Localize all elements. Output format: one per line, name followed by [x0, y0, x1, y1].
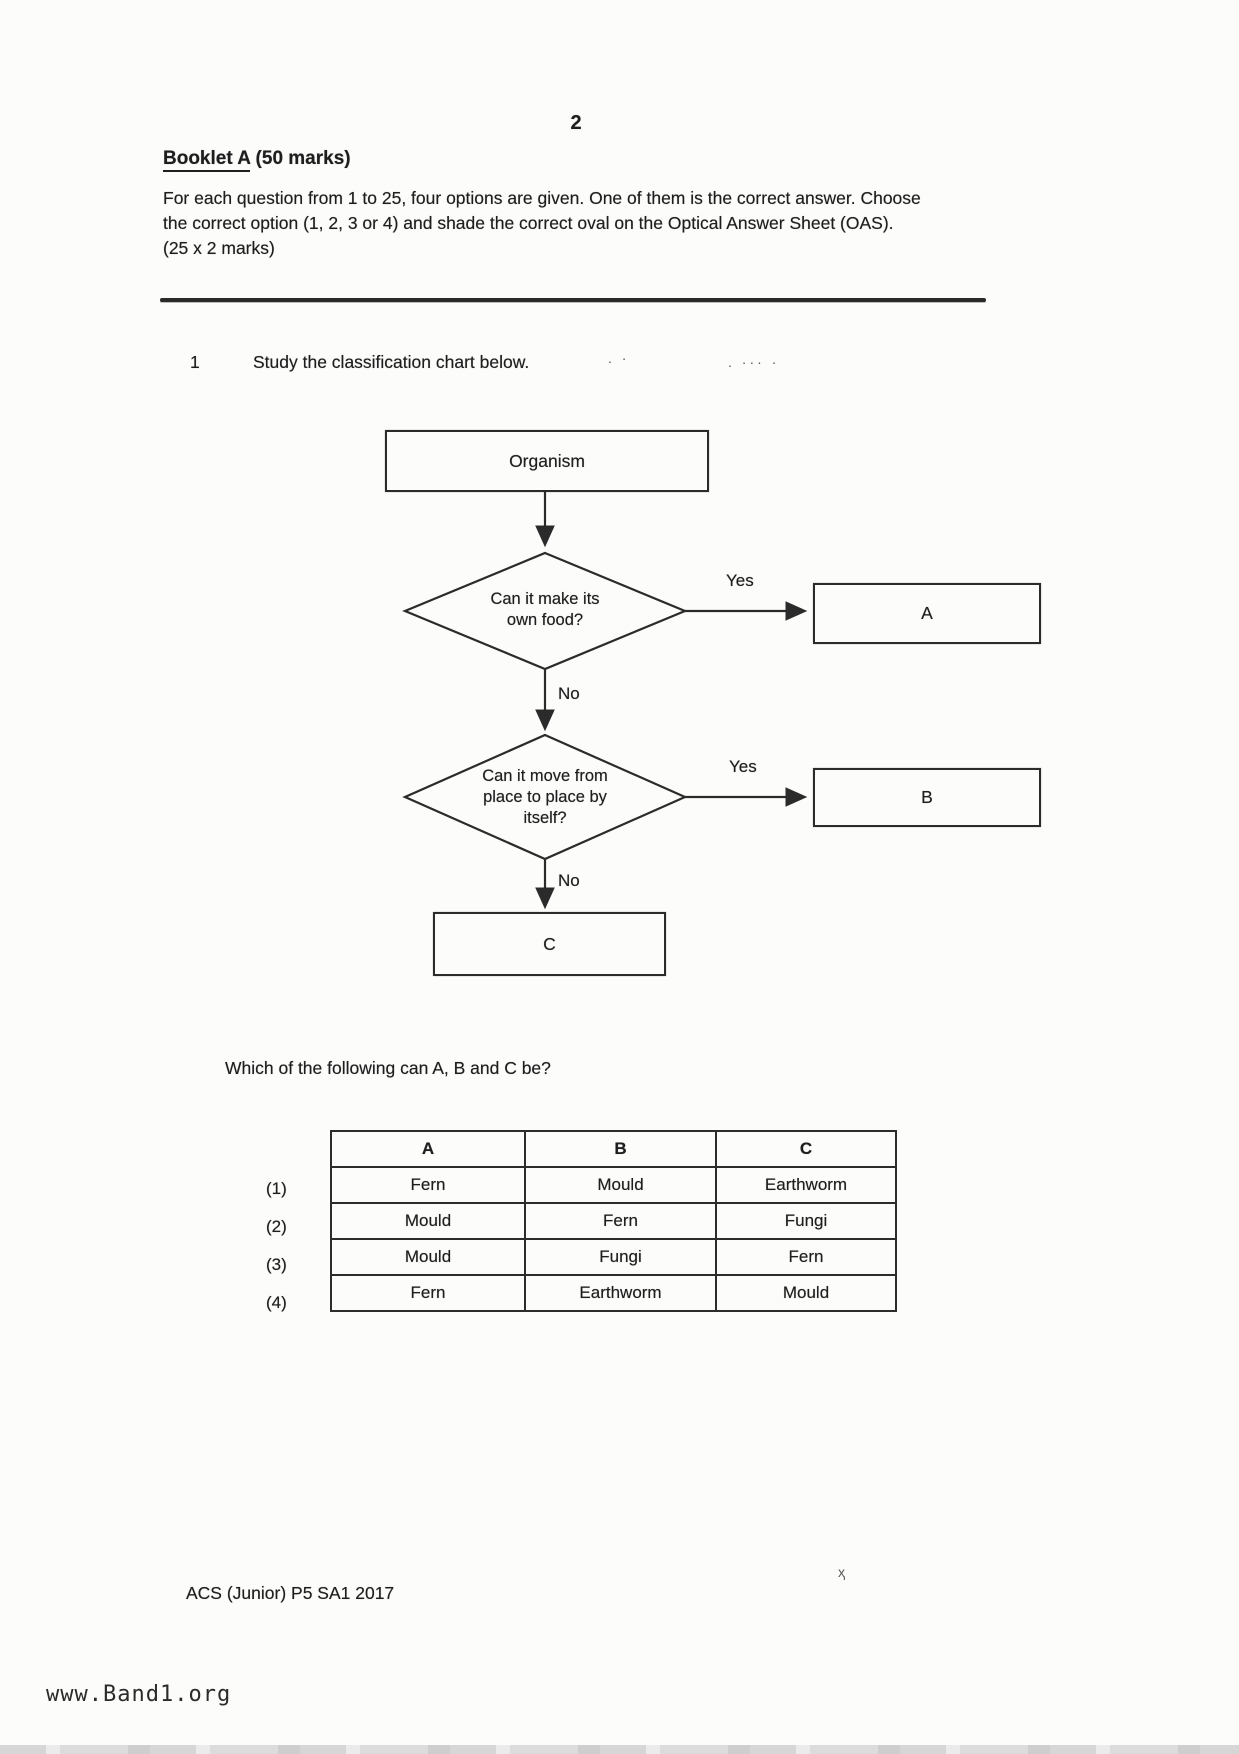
option-row-label: (4)	[266, 1293, 287, 1312]
decision-1-label	[430, 589, 660, 631]
decision-2-label	[420, 766, 670, 829]
instructions-line-1: For each question from 1 to 25, four options are given. One of them is the correct answer. Choose	[163, 188, 921, 208]
decision-1-line-1: Can it make its	[490, 590, 600, 608]
option-row-label: (3)	[266, 1255, 287, 1274]
table-cell: Fern	[525, 1203, 716, 1239]
instructions-line-3: (25 x 2 marks)	[163, 238, 275, 258]
table-cell: Fungi	[716, 1203, 896, 1239]
flowchart-start-box: Organism	[385, 430, 709, 492]
scan-speck: ҳ	[838, 1564, 848, 1580]
sub-question-prompt: Which of the following can A, B and C be?	[225, 1058, 551, 1078]
column-header-a: A	[331, 1131, 525, 1167]
yes-label-2: Yes	[729, 757, 757, 776]
table-row	[331, 1167, 896, 1203]
no-label-1: No	[558, 684, 580, 703]
table-cell: Fern	[331, 1275, 525, 1311]
table-cell: Fern	[716, 1239, 896, 1275]
table-cell: Mould	[331, 1239, 525, 1275]
booklet-marks: (50 marks)	[250, 148, 351, 169]
option-row-label: (1)	[266, 1179, 287, 1198]
table-cell: Earthworm	[716, 1167, 896, 1203]
instructions-line-2: the correct option (1, 2, 3 or 4) and shade the correct oval on the Optical Answer Sheet (OAS).	[163, 213, 894, 233]
exam-code-footer: ACS (Junior) P5 SA1 2017	[186, 1583, 395, 1603]
yes-label-1: Yes	[726, 571, 754, 590]
table-row	[331, 1275, 896, 1311]
table-cell: Fungi	[525, 1239, 716, 1275]
result-box-c: C	[433, 912, 666, 976]
question-number: 1	[190, 352, 200, 372]
decision-2-line-3: itself?	[523, 809, 567, 827]
no-label-2: No	[558, 871, 580, 890]
decision-2-line-1: Can it move from	[482, 767, 608, 785]
table-cell: Fern	[331, 1167, 525, 1203]
table-row	[331, 1203, 896, 1239]
result-box-a: A	[813, 583, 1041, 644]
decision-2-line-2: place to place by	[483, 788, 607, 806]
options-table-header-row	[331, 1131, 896, 1167]
table-cell: Mould	[331, 1203, 525, 1239]
result-box-b: B	[813, 768, 1041, 827]
options-table	[330, 1130, 897, 1312]
table-cell: Earthworm	[525, 1275, 716, 1311]
scan-edge-artifact	[0, 1745, 1239, 1754]
watermark-url: www.Band1.org	[46, 1682, 232, 1707]
page-number: 2	[570, 112, 582, 134]
table-cell: Mould	[525, 1167, 716, 1203]
column-header-c: C	[716, 1131, 896, 1167]
decision-1-line-2: own food?	[506, 611, 584, 629]
booklet-title: Booklet A	[163, 148, 250, 172]
scan-speck: . ··· ·	[728, 354, 780, 370]
table-row	[331, 1239, 896, 1275]
question-prompt: Study the classification chart below.	[253, 352, 530, 372]
scan-speck: . ·	[608, 350, 630, 366]
column-header-b: B	[525, 1131, 716, 1167]
option-row-label: (2)	[266, 1217, 287, 1236]
table-cell: Mould	[716, 1275, 896, 1311]
